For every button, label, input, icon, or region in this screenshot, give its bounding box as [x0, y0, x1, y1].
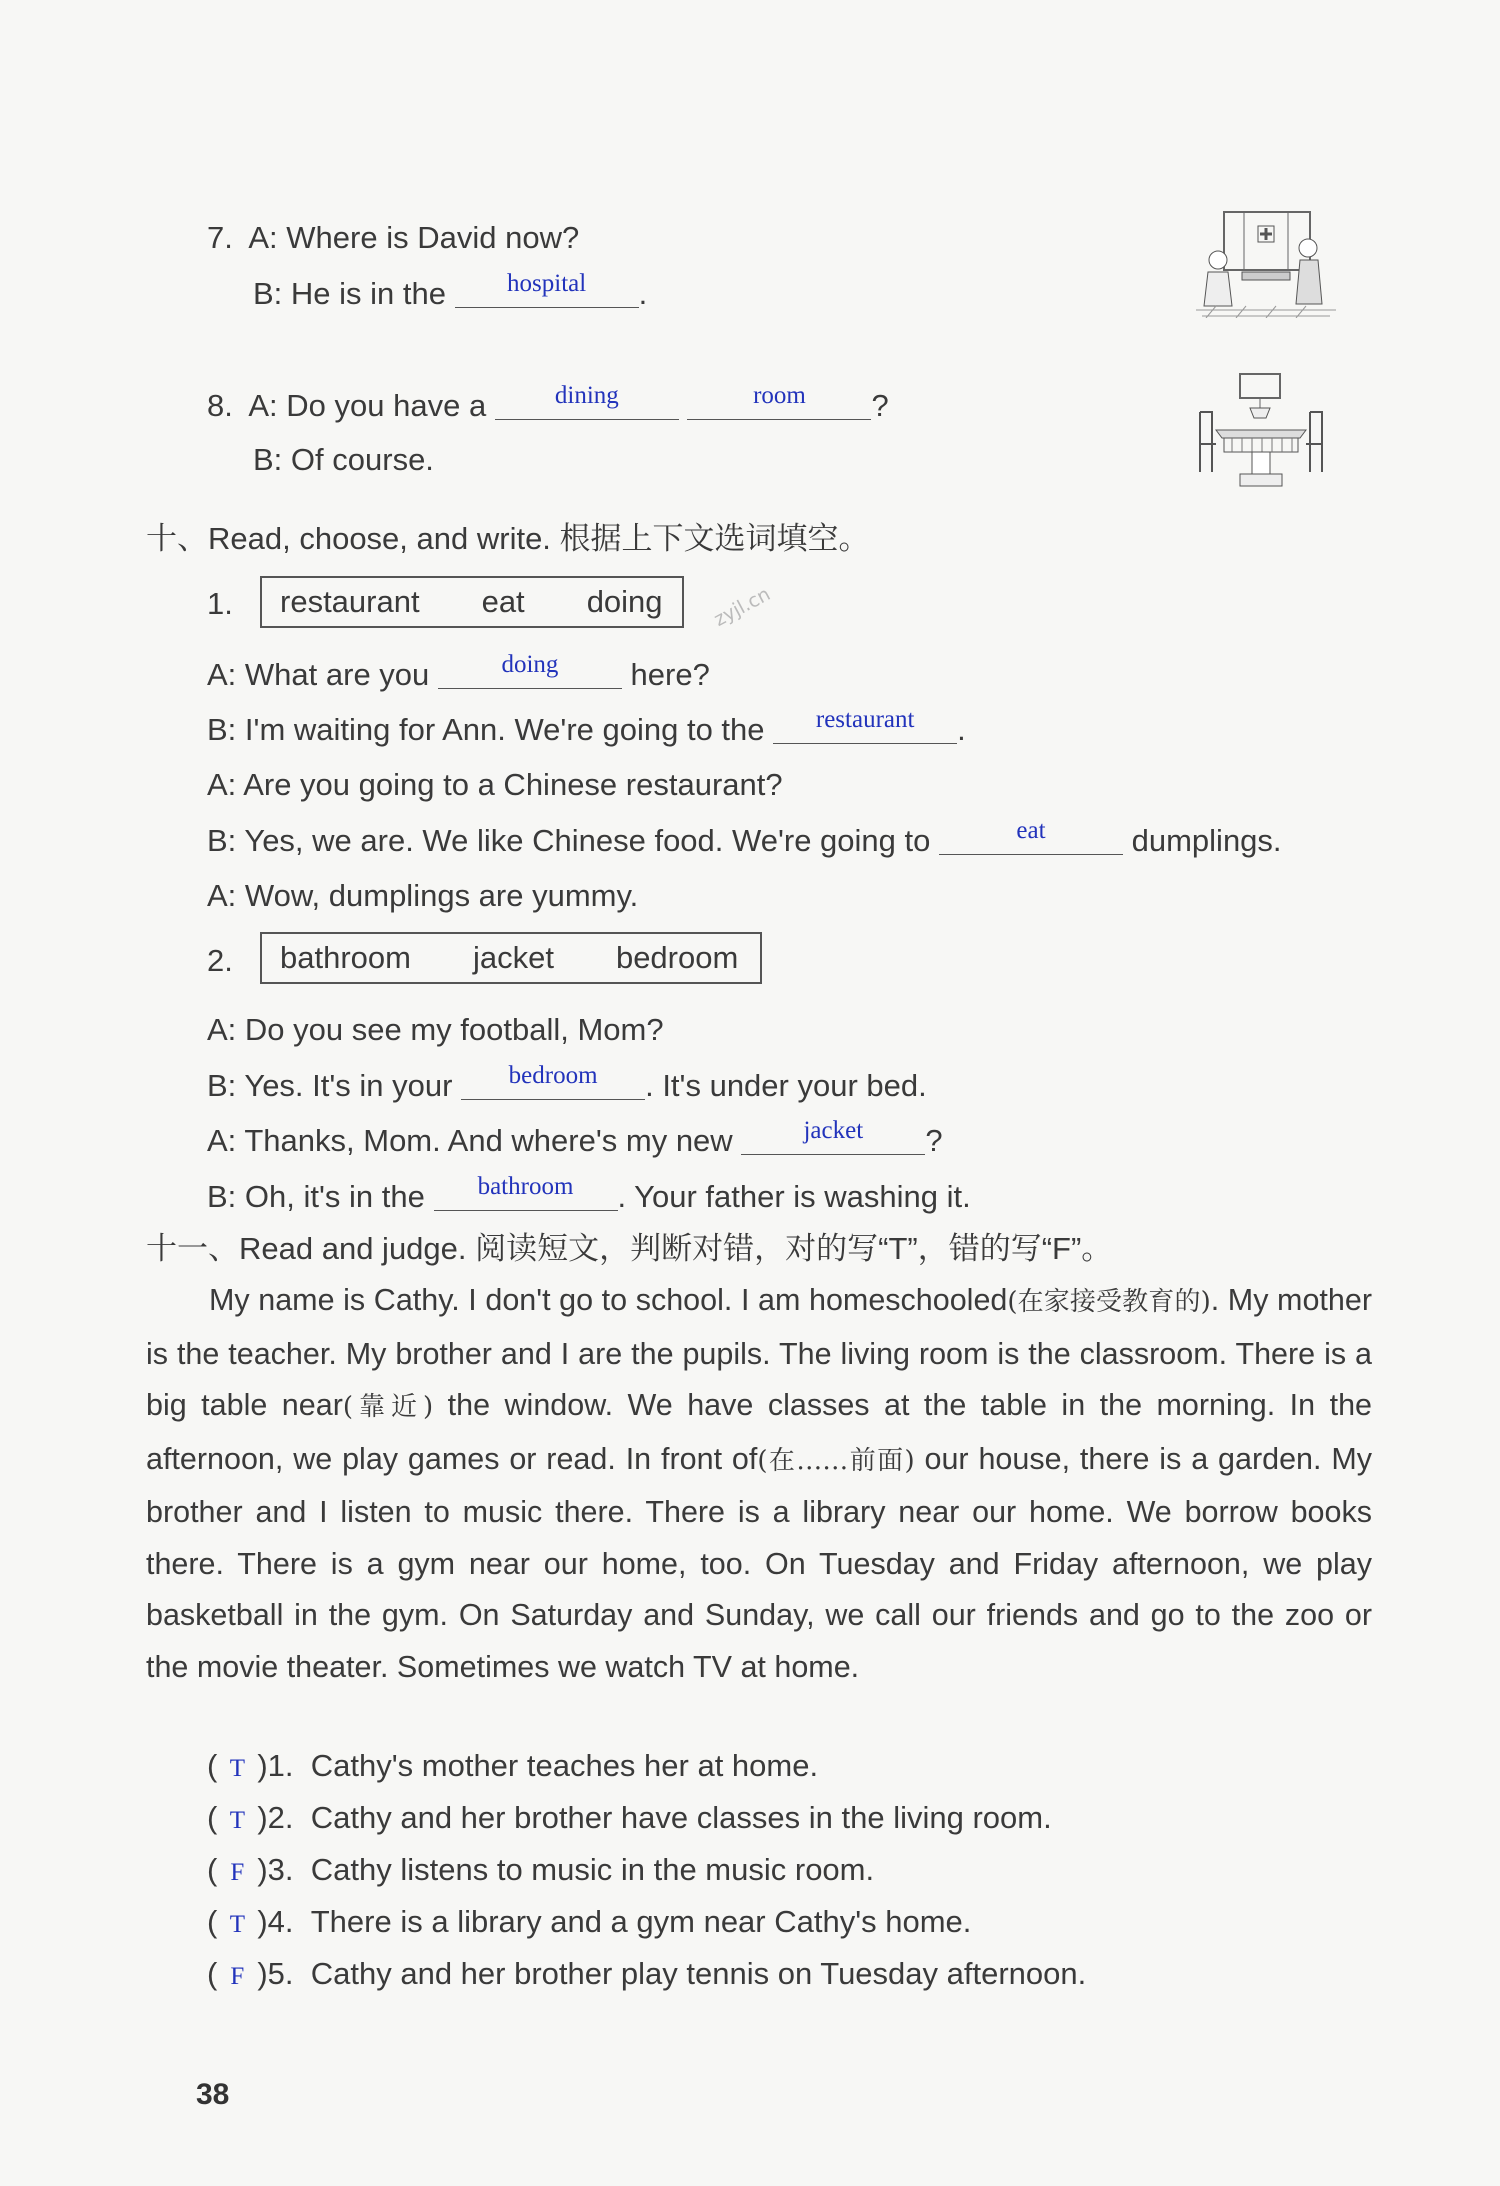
passage-text: our house, there is a garden. My brother and I listen to music there. There is a library near our home. We borrow books there. There is a gym near our home, too. On Tuesday and Friday afternoon, we play basketball in the gym. On Saturday and Sunday, we call our friends and go to the zoo or the movie theater. Sometimes we watch TV at home. [146, 1441, 1373, 1684]
answer: bathroom [477, 1173, 574, 1200]
q7-number: 7. [207, 220, 233, 255]
judge-number: )5. [257, 1956, 294, 1991]
judge-statement: There is a library and a gym near Cathy's home. [310, 1904, 972, 1939]
dialogue-text: I'm waiting for Ann. We're going to the [244, 712, 765, 747]
dialogue-text: . [957, 712, 966, 747]
dialogue-text: Oh, it's in the [244, 1179, 425, 1214]
q8-a-label: A: [248, 388, 278, 423]
dialogue-text: here? [630, 657, 710, 692]
answer: bedroom [508, 1062, 598, 1089]
s10-d1-word-box [260, 576, 684, 628]
answer: restaurant [815, 706, 915, 733]
q7-answer-blank[interactable] [455, 270, 639, 308]
passage-gloss: (在……前面) [757, 1445, 915, 1476]
s10-d1-line1 [207, 651, 710, 692]
s10-d2-line4 [207, 1173, 971, 1214]
judge-answer[interactable]: T [229, 1911, 245, 1938]
hospital-picture [1196, 208, 1336, 318]
judge-answer[interactable]: T [229, 1755, 245, 1782]
q7-line-b [253, 270, 648, 311]
judge-item-2: ( T )2. Cathy and her brother have classes in the living room. [207, 1800, 1052, 1835]
page-number: 38 [196, 2078, 230, 2111]
judge-statement: Cathy listens to music in the music room. [310, 1852, 875, 1887]
dialogue-text: ? [925, 1123, 943, 1158]
passage-text: . My mother is the teacher. My brother and I are the pupils. The living room is the classroom. There is a big table near [146, 1283, 1372, 1422]
q8-a-post: ? [871, 388, 889, 423]
judge-statement: Cathy and her brother have classes in the living room. [310, 1800, 1052, 1835]
dialogue-text: . Your father is washing it. [617, 1179, 971, 1214]
speaker-label: B: [207, 823, 237, 858]
q7-a-text: Where is David now? [286, 220, 580, 255]
dining-room-picture [1196, 372, 1326, 490]
reading-passage [146, 1275, 1372, 1693]
dialogue-text: dumplings. [1131, 823, 1282, 858]
dialogue-text: Yes, we are. We like Chinese food. We're going to [244, 823, 931, 858]
s10-d2-number: 2. [207, 943, 233, 978]
judge-answer[interactable]: F [230, 1963, 245, 1990]
s10-d1-line5 [207, 880, 638, 911]
q8-line-a [207, 382, 889, 423]
speaker-label: A: [207, 657, 237, 692]
s10-d2-word-box [260, 932, 762, 984]
s10-d2-blank2[interactable] [741, 1117, 925, 1155]
s10-d2-blank1[interactable] [461, 1062, 645, 1100]
speaker-label: B: [207, 1068, 237, 1103]
judge-answer[interactable]: F [230, 1859, 245, 1886]
s10-d2-blank3[interactable] [434, 1173, 618, 1211]
s10-d1-number: 1. [207, 586, 233, 621]
q7-b-pre: He is in the [290, 276, 446, 311]
section-11-heading: 十一、Read and judge. 阅读短文，判断对错，对的写“T”，错的写“F”。 [146, 1231, 1113, 1266]
q8-answer1-blank[interactable] [495, 382, 679, 420]
speaker-label: B: [207, 1179, 237, 1214]
passage-gloss: (在家接受教育的) [1007, 1287, 1211, 1317]
s10-d1-line3 [207, 769, 783, 800]
s10-d1-line4 [207, 817, 1282, 858]
watermark: zyjl.cn [710, 583, 774, 631]
q8-b-text: Of course. [290, 442, 434, 477]
word-option: bathroom [280, 940, 411, 975]
word-option: doing [586, 584, 663, 619]
speaker-label: A: [207, 878, 237, 913]
passage-text: the window. We have classes at the table in the morning. In the afternoon, we play games or read. In front of [146, 1388, 1372, 1476]
section-10-heading: 十、Read, choose, and write. 根据上下文选词填空。 [146, 521, 870, 556]
speaker-label: A: [207, 1123, 237, 1158]
dialogue-text: Wow, dumplings are yummy. [244, 878, 639, 913]
q7-a-label: A: [248, 220, 278, 255]
word-option: restaurant [280, 584, 420, 619]
q8-answer2: room [753, 382, 806, 409]
s10-d2-line1 [207, 1014, 664, 1045]
speaker-label: A: [207, 1012, 237, 1047]
speaker-label: A: [207, 767, 237, 802]
dialogue-text: Are you going to a Chinese restaurant? [243, 767, 783, 802]
word-option: bedroom [615, 940, 739, 975]
dialogue-text: Yes. It's in your [244, 1068, 453, 1103]
judge-statement: Cathy and her brother play tennis on Tuesday afternoon. [310, 1956, 1087, 1991]
dialogue-text: Do you see my football, Mom? [244, 1012, 664, 1047]
q8-line-b [253, 444, 434, 475]
dialogue-text: What are you [244, 657, 430, 692]
passage-gloss: (靠近) [342, 1392, 434, 1422]
judge-item-4: ( T )4. There is a library and a gym near Cathy's home. [207, 1904, 972, 1939]
judge-item-5: ( F )5. Cathy and her brother play tennis on Tuesday afternoon. [207, 1956, 1087, 1991]
q8-answer1: dining [554, 382, 619, 409]
dialogue-text: Thanks, Mom. And where's my new [244, 1123, 733, 1158]
q8-b-label: B: [253, 442, 283, 477]
answer: eat [1016, 817, 1046, 844]
judge-item-1: ( T )1. Cathy's mother teaches her at home. [207, 1748, 819, 1783]
q7-b-label: B: [253, 276, 283, 311]
q7-line-a [207, 222, 579, 253]
word-option: jacket [472, 940, 554, 975]
judge-answer[interactable]: T [229, 1807, 245, 1834]
s10-d1-blank2[interactable] [773, 706, 957, 744]
answer: jacket [803, 1117, 864, 1144]
passage-text: My name is Cathy. I don't go to school. I am homeschooled [209, 1283, 1008, 1317]
q7-answer: hospital [507, 270, 587, 297]
word-option: eat [481, 584, 525, 619]
judge-number: )1. [257, 1748, 294, 1783]
s10-d2-line3 [207, 1117, 943, 1158]
s10-d1-blank1[interactable] [438, 651, 622, 689]
answer: doing [501, 651, 559, 678]
judge-number: )3. [257, 1852, 294, 1887]
s10-d1-line2 [207, 706, 966, 747]
judge-number: )2. [257, 1800, 294, 1835]
s10-d2-line2 [207, 1062, 927, 1103]
q7-b-post: . [638, 276, 648, 311]
s10-d1-blank3[interactable] [939, 817, 1123, 855]
judge-number: )4. [257, 1904, 294, 1939]
dialogue-text: . It's under your bed. [645, 1068, 927, 1103]
q8-answer2-blank[interactable] [687, 382, 871, 420]
judge-item-3: ( F )3. Cathy listens to music in the music room. [207, 1852, 875, 1887]
q8-number: 8. [207, 388, 233, 423]
q8-a-pre: Do you have a [286, 388, 487, 423]
speaker-label: B: [207, 712, 237, 747]
judge-statement: Cathy's mother teaches her at home. [310, 1748, 819, 1783]
